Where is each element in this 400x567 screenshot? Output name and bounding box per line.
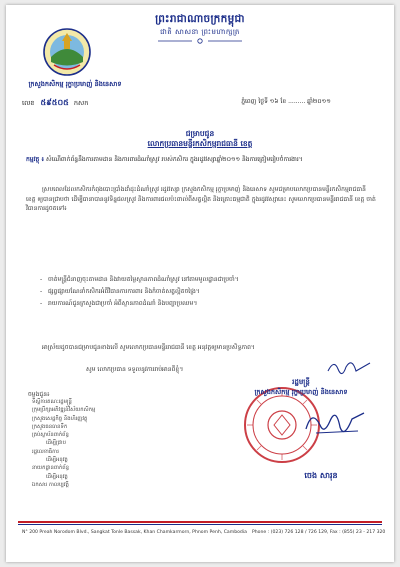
footer-divider-blue xyxy=(18,524,382,525)
signatory-title: រដ្ឋមន្ត្រី xyxy=(292,378,310,386)
cc-item: រដ្ឋលេខាធិការ xyxy=(32,448,59,455)
reference-value: ៥៩៥០៥ xyxy=(40,98,69,107)
courtesy-line: សូម លោកប្រធាន ទទួលនូវការរាប់អានពីខ្ញុំ។ xyxy=(86,366,184,373)
cc-title: ចម្លងជូន៖ xyxy=(28,391,50,398)
cc-item: ដើម្បីអនុវត្ត xyxy=(46,457,68,464)
body-paragraph: ស្របពេលដែលកសិករកំពុងបោះប្រាំងដាំដុះដំណាំស្រូវ រដូវវស្សា ក្រសួងកសិកម្ម រុក្ខាប្រមាញ់ និងនេសាទ សូមជម្រាបលោកប្រធានមន្ទីរកសិកម្មរាជធានី ខេត្ត ឲ្យបានជ្រាបថា ដើម្បីធានាបាននូវទិន្នផលស្រូវ និងការពារផលប៉ះពាល់ពីសត្វល្អិត និងគ្រោះធម្មជាតិ ក្នុងរដូវវស្សានេះ សូមលោកប្រធានមន្ទីររាជធានី ខេត្ត ចាត់វិធានការដូចតទៅ៖ xyxy=(26,186,376,212)
reference-number xyxy=(22,97,88,109)
list-item: - ចាត់មន្ត្រីជំនាញចុះតាមដាន និងវាយតម្លៃស្ថានភាពដំណាំស្រូវ នៅតាមមូលដ្ឋានជាប្រចាំ។ xyxy=(40,275,376,284)
cc-item: ដើម្បីអនុវត្ត xyxy=(46,473,68,480)
footer-divider-red xyxy=(18,521,382,523)
list-item: - ផ្សព្វផ្សាយណែនាំកសិករអំពីវិធានការការពារ និងកំចាត់សត្វល្អិតចង្រៃ។ xyxy=(40,287,376,296)
reference-label: លេខ xyxy=(22,99,35,107)
list-item: - រាយការណ៍ជូនក្រសួងជាប្រចាំ អំពីស្ថានភាពដំណាំ និងបញ្ហាប្រឈម។ xyxy=(40,299,376,308)
signatory-name: ចេង សារុន xyxy=(304,471,338,480)
letter-page xyxy=(6,5,394,562)
cc-item: ក្រសួងសេដ្ឋកិច្ច និងហិរញ្ញវត្ថុ xyxy=(32,415,88,422)
letter-title: ជម្រាបជូន xyxy=(185,129,215,138)
handwritten-signature xyxy=(302,403,368,443)
reference-suffix: កសក xyxy=(73,99,89,107)
cc-item: ក្រុមប្រឹក្សាអភិវឌ្ឍន៍វិស័យកសិកម្ម xyxy=(32,407,96,414)
cc-item: ដើម្បីជ្រាប xyxy=(46,440,66,447)
cc-item: ឯកសារ កាលប្បវត្តិ xyxy=(32,481,69,488)
heading-ornament xyxy=(156,38,244,44)
ministry-logo xyxy=(42,27,92,77)
closing-paragraph: អាស្រ័យដូចបានជម្រាបជូនខាងលើ សូមលោកប្រធានមន្ទីររាជធានី ខេត្ត អនុវត្តឲ្យមានប្រសិទ្ធភាព។ xyxy=(42,344,255,351)
cc-item: ក្រសួងធនធានទឹក xyxy=(32,423,68,430)
national-motto: ជាតិ សាសនា ព្រះមហាក្សត្រ xyxy=(160,28,240,36)
kingdom-heading: ព្រះរាជាណាចក្រកម្ពុជា xyxy=(155,13,245,25)
subject-text: សំណើពាក់ព័ន្ធនឹងការតាមដាន និងការពារដំណាំស្រូវ របស់កសិករ ក្នុងរដូវវស្សាឆ្នាំ២០១១ និងការត្រៀមរៀបចំការងារ។ xyxy=(45,156,303,163)
cc-item: ទីស្តីការគណៈរដ្ឋមន្ត្រី xyxy=(32,399,72,405)
subject xyxy=(26,155,376,164)
instruction-list xyxy=(40,275,376,311)
cc-item: នាយកដ្ឋានពាក់ព័ន្ធ xyxy=(32,465,69,472)
footer-phone: Phone : (023) 726 128 / 726 129, Fax : (855) 23 - 217 320 xyxy=(252,530,386,535)
initials-mark xyxy=(326,355,372,379)
signatory-organization: ក្រសួងកសិកម្ម រុក្ខាប្រមាញ់ និងនេសាទ xyxy=(254,388,348,396)
date-line: ភ្នំពេញ ថ្ងៃទី ១៦ ខែ ......... ឆ្នាំ២០១១ xyxy=(241,98,331,105)
recipient: លោកប្រធានមន្ទីរកសិកម្មរាជធានី ខេត្ត xyxy=(147,139,253,148)
cc-list xyxy=(32,398,95,489)
subject-label: កម្មវត្ថុ ៖ xyxy=(26,156,45,163)
cc-item: គ្រប់ស្ថាប័នពាក់ព័ន្ធ xyxy=(32,432,69,439)
footer-address: N° 200 Preah Norodom Blvd., Sangkat Tonle Bassak, Khan Chamkarmorn, Phnom Penh, Cambodia xyxy=(22,530,247,535)
ministry-name: ក្រសួងកសិកម្ម រុក្ខាប្រមាញ់ និងនេសាទ xyxy=(28,80,122,88)
